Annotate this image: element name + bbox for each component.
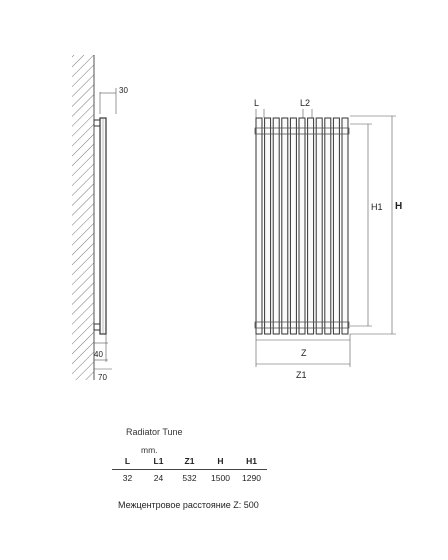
radiator-tube <box>342 118 348 334</box>
units-label: mm. <box>141 445 158 455</box>
front-view <box>254 98 402 380</box>
radiator-tube <box>282 118 288 334</box>
spec-value-cell: 1500 <box>211 473 230 483</box>
radiator-tube <box>290 118 296 334</box>
radiator-tube <box>273 118 279 334</box>
label-l: L <box>254 98 260 108</box>
bottom-bracket <box>94 324 100 330</box>
spec-header-cell: H <box>205 453 236 470</box>
label-l2: L2 <box>300 98 311 108</box>
spec-header-cell: L <box>112 453 143 470</box>
spec-header-cell: H1 <box>236 453 267 470</box>
radiator-tube <box>333 118 339 334</box>
label-z: Z <box>301 348 307 358</box>
spec-value-cell: 32 <box>122 473 133 483</box>
radiator-tube <box>265 118 271 334</box>
center-distance-note: Межцентровое расстояние Z: 500 <box>118 500 259 510</box>
depth-label: 30 <box>119 86 128 95</box>
spec-header-cell: L1 <box>143 453 174 470</box>
radiator-tube <box>299 118 305 334</box>
radiator-tube <box>325 118 331 334</box>
spec-value-row <box>112 470 267 487</box>
spec-value-cell: 1290 <box>242 473 261 483</box>
spec-header-cell: Z1 <box>174 453 205 470</box>
label-h: H <box>395 201 403 212</box>
top-bracket <box>94 120 100 126</box>
product-title: Radiator Tune <box>126 427 183 437</box>
radiator-tube <box>316 118 322 334</box>
label-z1: Z1 <box>296 370 307 380</box>
radiator-tube <box>308 118 314 334</box>
radiator-tubes <box>255 118 349 334</box>
spec-table <box>112 453 267 486</box>
spec-header-row <box>112 453 267 470</box>
side-view <box>72 55 128 382</box>
spec-value-cell: 532 <box>182 473 197 483</box>
wall-distance-label: 70 <box>98 373 107 382</box>
label-h1: H1 <box>371 202 383 212</box>
spec-value-cell: 24 <box>153 473 164 483</box>
offset-label: 40 <box>94 350 103 359</box>
radiator-tube <box>256 118 262 334</box>
wall-hatching <box>72 55 94 380</box>
